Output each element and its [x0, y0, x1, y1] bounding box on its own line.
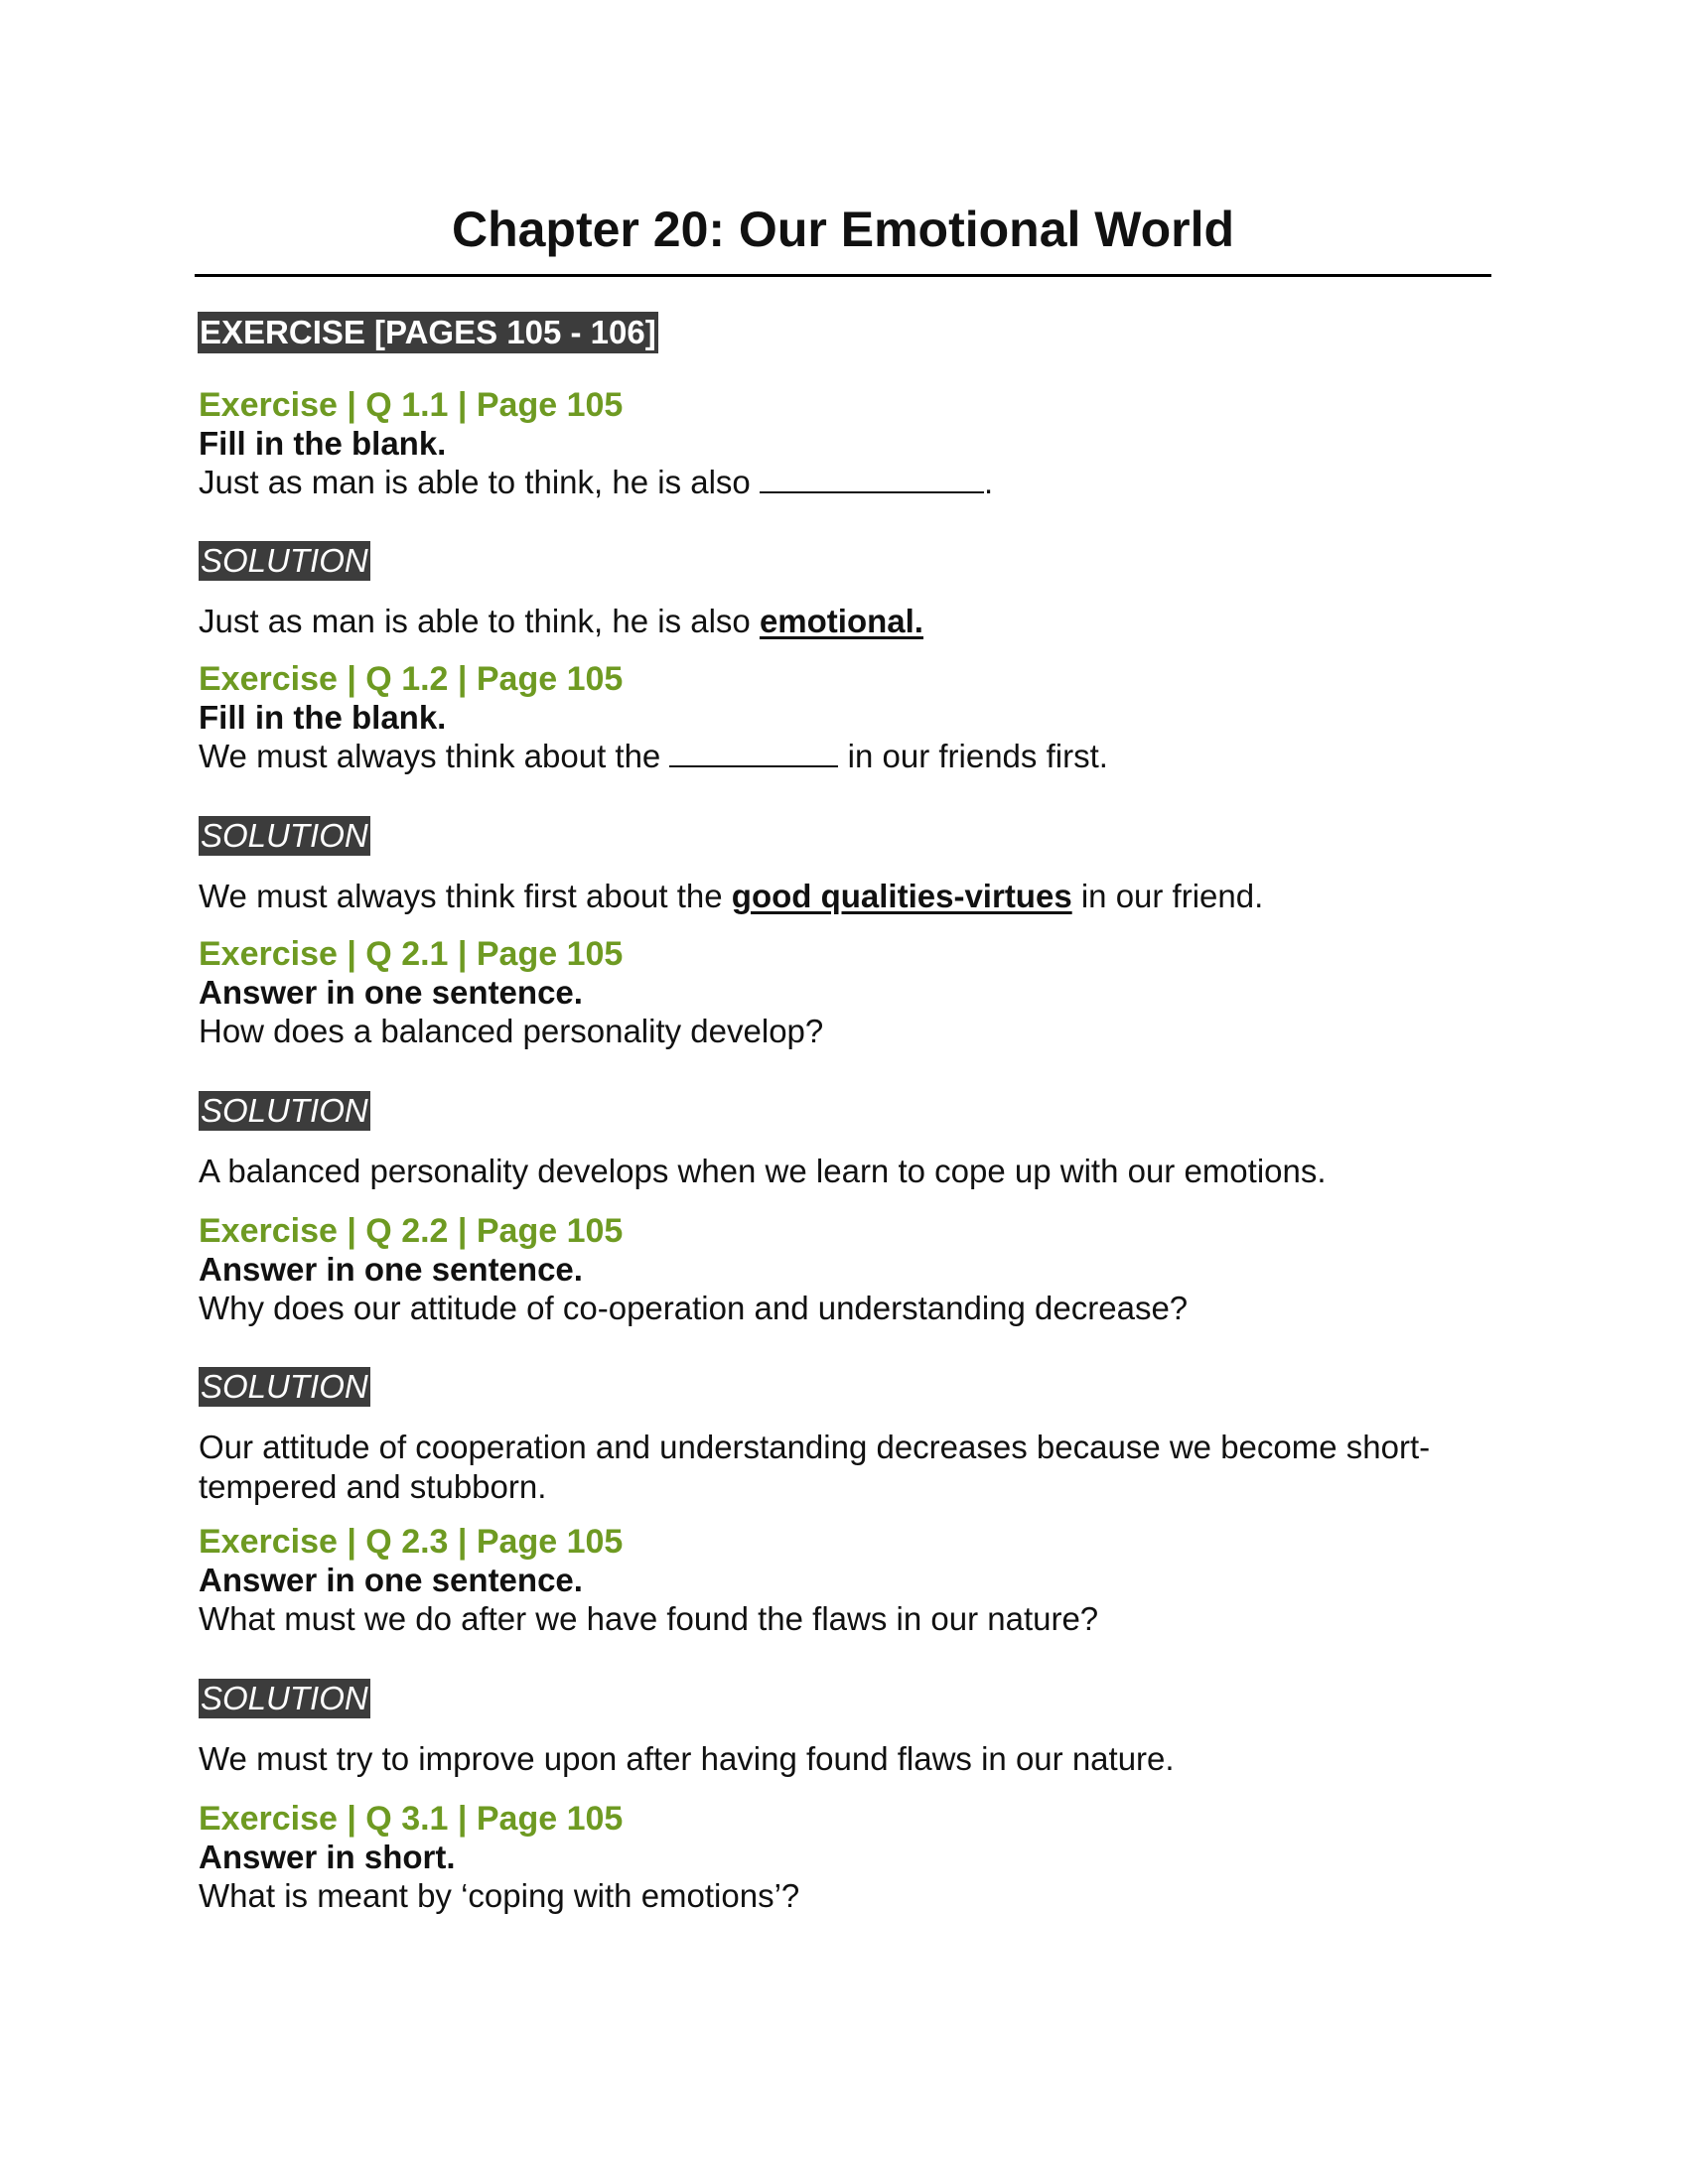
- solution-line: tempered and stubborn.: [199, 1468, 547, 1505]
- title-divider: [195, 274, 1491, 277]
- solution-badge: SOLUTION: [201, 542, 368, 579]
- question-block-2-2: [199, 1211, 1489, 1328]
- solution-text: We must try to improve upon after having found flaws in our nature.: [199, 1740, 1175, 1777]
- question-heading: Exercise | Q 3.1 | Page 105: [199, 1800, 624, 1838]
- question-heading: Exercise | Q 1.1 | Page 105: [199, 386, 624, 424]
- solution-text: [199, 877, 1489, 916]
- question-type: Answer in one sentence.: [199, 974, 583, 1011]
- solution-badge: SOLUTION: [201, 817, 368, 854]
- question-heading: Exercise | Q 2.1 | Page 105: [199, 935, 624, 973]
- question-block-1-2: [199, 659, 1489, 776]
- question-text-after: .: [983, 464, 994, 500]
- answer-blank: [669, 738, 838, 767]
- question-text: [199, 737, 1489, 776]
- solution-after: in our friend.: [1080, 878, 1264, 914]
- solution-before: Just as man is able to think, he is also: [199, 603, 751, 639]
- question-text: Why does our attitude of co-operation and understanding decrease?: [199, 1290, 1189, 1326]
- question-type: Fill in the blank.: [199, 425, 447, 462]
- solution-badge: SOLUTION: [201, 1680, 368, 1716]
- solution-badge: SOLUTION: [201, 1092, 368, 1129]
- question-text-after: in our friends first.: [847, 738, 1108, 774]
- question-type: Fill in the blank.: [199, 699, 447, 736]
- question-text: What must we do after we have found the flaws in our nature?: [199, 1600, 1099, 1637]
- solution-text: A balanced personality develops when we learn to cope up with our emotions.: [199, 1153, 1327, 1189]
- question-text: How does a balanced personality develop?: [199, 1013, 824, 1049]
- question-block-3-1: [199, 1799, 1489, 1916]
- question-block-1-1: [199, 385, 1489, 502]
- question-text-before: We must always think about the: [199, 738, 661, 774]
- question-heading: Exercise | Q 1.2 | Page 105: [199, 660, 624, 698]
- solution-answer: good qualities-virtues: [731, 878, 1072, 914]
- question-type: Answer in one sentence.: [199, 1562, 583, 1598]
- question-block-2-1: [199, 934, 1489, 1051]
- question-heading: Exercise | Q 2.2 | Page 105: [199, 1212, 624, 1250]
- solution-badge: SOLUTION: [201, 1368, 368, 1405]
- question-block-2-3: [199, 1522, 1489, 1639]
- solution-text: [199, 602, 1489, 641]
- question-type: Answer in one sentence.: [199, 1251, 583, 1288]
- question-text: [199, 463, 1489, 502]
- question-text-before: Just as man is able to think, he is also: [199, 464, 751, 500]
- solution-answer: emotional.: [759, 603, 923, 639]
- question-type: Answer in short.: [199, 1839, 456, 1875]
- solution-before: We must always think first about the: [199, 878, 723, 914]
- section-banner: EXERCISE [PAGES 105 - 106]: [198, 312, 658, 353]
- page-title: Chapter 20: Our Emotional World: [451, 202, 1235, 257]
- answer-blank: [760, 464, 984, 493]
- solution-text: [199, 1428, 1489, 1507]
- solution-line: Our attitude of cooperation and understanding decreases because we become short-: [199, 1429, 1431, 1465]
- question-heading: Exercise | Q 2.3 | Page 105: [199, 1523, 624, 1561]
- question-text: What is meant by ‘coping with emotions’?: [199, 1877, 800, 1914]
